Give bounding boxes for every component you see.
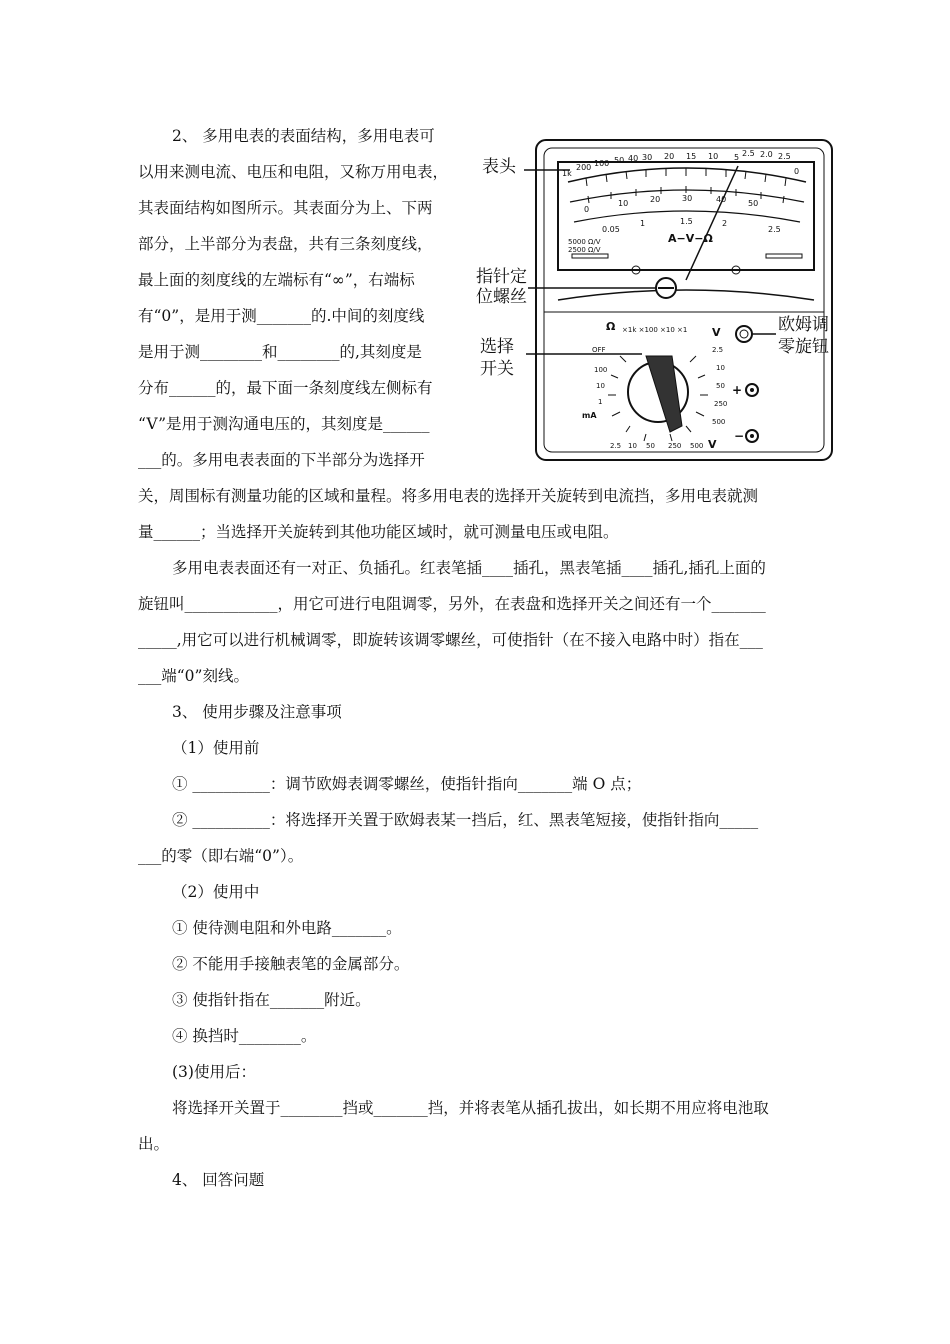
multimeter-diagram [476,130,836,470]
scale-label: 1k [562,169,572,178]
section2-line-10: ___的。多用电表表面的下半部分为选择开 [138,451,425,469]
scale-label: 10 [708,152,719,161]
range-label: 10 [596,382,605,390]
after-use-title: (3)使用后： [172,1063,256,1081]
section2-line-9: “V”是用于测沟通电压的，其刻度是______ [138,415,430,433]
switch-ohm-label: Ω [606,320,616,333]
switch-ohm-ranges: ×1k ×100 ×10 ×1 [622,326,688,334]
scale-label: 15 [686,152,697,161]
positive-jack-center [750,388,754,392]
during-use-item-4: ④ 换挡时________。 [172,1027,317,1045]
plus-sign: + [732,383,743,397]
range-label: 10 [716,364,725,372]
section2-line-12: 量______；当选择开关旋转到其他功能区域时，就可测量电压或电阻。 [138,523,619,541]
range-label: 100 [594,366,608,374]
section2-line-6: 有“0”，是用于测_______的.中间的刻度线 [138,307,425,325]
switch-ma-label: mA [582,411,597,420]
scale-label: 2.5 [742,149,755,158]
scale-label: 1.5 [680,217,693,226]
section2-line-14: 旋钮叫____________，用它可进行电阻调零，另外，在表盘和选择开关之间还有一个_______ [138,595,766,613]
scale-label: 100 [594,159,610,168]
dial-function-text: A−V−Ω [668,232,713,245]
after-use-line-2: 出。 [138,1135,170,1153]
scale-label: 2.5 [778,152,791,161]
scale-label: 40 [628,154,639,163]
before-use-title: （1）使用前 [172,739,260,757]
callout-ohm-knob-2: 零旋钮 [778,337,829,357]
range-label: 250 [668,442,682,450]
scale-label: 200 [576,163,592,172]
scale-label: 30 [642,153,653,162]
section2-line-4: 部分，上半部分为表盘，共有三条刻度线， [138,235,433,253]
before-use-item-2: ② __________：将选择开关置于欧姆表某一挡后，红、黑表笔短接，使指针指向_____ [172,811,759,829]
range-label: V [708,438,717,451]
section2-line-3: 其表面结构如图所示。其表面分为上、下两 [138,199,433,217]
switch-v-label: V [712,326,721,339]
scale-label: 50 [614,156,625,165]
scale-label: 0.05 [602,225,620,234]
section2-line-8: 分布______的，最下面一条刻度线左侧标有 [138,379,433,397]
scale-label: 2.5 [768,225,781,234]
range-label: 500 [690,442,704,450]
callout-selector-1: 选择 [480,337,514,357]
section4-title: 4、 回答问题 [172,1171,265,1189]
range-label: 250 [714,400,728,408]
scale-label: 1 [640,219,646,228]
scale-label: 2.0 [760,150,773,159]
range-label: 500 [712,418,726,426]
range-label: 10 [628,442,637,450]
minus-sign: − [734,429,745,443]
ohm-per-volt-2: 2500 Ω/V [568,246,601,254]
before-use-item-2-cont: ___的零（即右端“0”）。 [138,847,304,865]
ohm-per-volt-1: 5000 Ω/V [568,238,601,246]
range-label: 50 [716,382,725,390]
section2-line-13: 多用电表表面还有一对正、负插孔。红表笔插____插孔，黑表笔插____插孔,插孔上面的 [172,559,766,577]
callout-meter-head: 表头 [482,157,516,177]
scale-label: 50 [748,199,759,208]
range-label: 2.5 [610,442,622,450]
scale-label: 40 [716,195,727,204]
during-use-item-3: ③ 使指针指在_______附近。 [172,991,371,1009]
callout-selector-2: 开关 [480,359,514,379]
range-label: 2.5 [712,346,724,354]
scale-label: 0 [584,205,590,214]
section2-line-16: ___端“0”刻线。 [138,667,249,685]
callout-ohm-knob-1: 欧姆调 [778,315,829,335]
callout-pointer-screw-1: 指针定 [476,267,527,287]
section2-line-11: 关，周围标有测量功能的区域和量程。将多用电表的选择开关旋转到电流挡，多用电表就测 [138,487,759,505]
during-use-item-2: ② 不能用手接触表笔的金属部分。 [172,955,410,973]
negative-jack-center [750,434,754,438]
scale-label: 5 [734,153,740,162]
section3-title: 3、 使用步骤及注意事项 [172,703,342,721]
callout-pointer-screw-2: 位螺丝 [476,287,527,307]
section2-line-1: 2、 多用电表的表面结构，多用电表可 [172,127,435,145]
scale-label: 20 [664,152,675,161]
scale-label: 10 [618,199,629,208]
scale-label: 2 [722,219,728,228]
section2-line-7: 是用于测________和________的,其刻度是 [138,343,422,361]
switch-off-label: OFF [592,346,606,354]
section2-line-15: _____,用它可以进行机械调零，即旋转该调零螺丝，可使指针（在不接入电路中时）指在___ [138,631,763,649]
section2-line-2: 以用来测电流、电压和电阻，又称万用电表， [138,163,449,181]
before-use-item-1: ① __________：调节欧姆表调零螺丝，使指针指向_______端 O 点； [172,775,642,793]
scale-label: 30 [682,194,693,203]
range-label: 1 [598,398,603,406]
scale-label: 20 [650,195,661,204]
section2-line-5: 最上面的刻度线的左端标有“∞”，右端标 [138,271,415,289]
multimeter-figure [476,130,836,470]
range-label: 50 [646,442,655,450]
after-use-line-1: 将选择开关置于________挡或_______挡，并将表笔从插孔拔出，如长期不用应将电池取 [172,1099,769,1117]
scale-label: 0 [794,167,800,176]
during-use-item-1: ① 使待测电阻和外电路_______。 [172,919,402,937]
ohm-zero-knob [736,326,752,342]
during-use-title: （2）使用中 [172,883,260,901]
